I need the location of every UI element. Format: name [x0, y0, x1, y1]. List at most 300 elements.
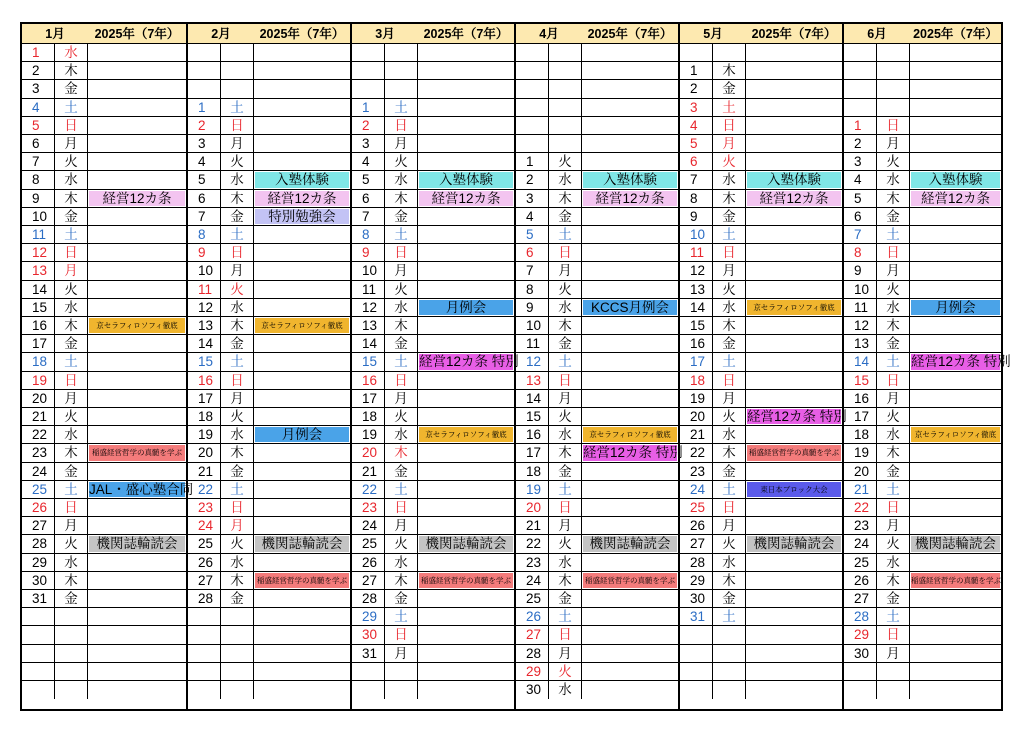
event-cell [746, 99, 842, 116]
day-number: 13 [680, 281, 713, 298]
event-label[interactable]: 経営12カ条 [911, 191, 1000, 206]
event-cell [254, 572, 350, 589]
day-number: 28 [844, 608, 877, 625]
event-cell [88, 572, 186, 589]
event-cell [746, 80, 842, 97]
event-cell [418, 44, 514, 61]
day-number: 23 [680, 463, 713, 480]
event-label[interactable]: 経営12カ条 特別 [747, 409, 847, 424]
event-label[interactable]: JAL・盛心塾合同 [89, 481, 194, 497]
event-label[interactable]: 稲盛経営哲学の真髄を学ぶ [583, 573, 677, 588]
day-number: 30 [22, 572, 55, 589]
weekday: 日 [877, 372, 910, 389]
day-row [352, 499, 514, 517]
event-cell [910, 262, 1001, 279]
day-number: 3 [680, 99, 713, 116]
event-cell [746, 208, 842, 225]
day-row [352, 135, 514, 153]
day-row [516, 444, 683, 462]
event-cell [254, 99, 350, 116]
day-number: 13 [22, 262, 55, 279]
event-cell [88, 262, 186, 279]
day-number: 25 [22, 481, 55, 498]
day-row [680, 590, 842, 608]
event-cell [582, 626, 678, 643]
weekday [549, 99, 582, 116]
event-label[interactable]: 入塾体験 [419, 172, 513, 187]
weekday: 土 [713, 353, 746, 370]
weekday [385, 80, 418, 97]
day-row [352, 317, 514, 335]
day-number: 29 [516, 663, 549, 680]
event-label[interactable]: 京セラフィロソフィ徹底 [89, 318, 185, 333]
event-cell [910, 372, 1001, 389]
event-cell [418, 190, 514, 207]
day-row [22, 153, 186, 171]
day-number: 19 [188, 426, 221, 443]
event-label[interactable]: 月例会 [419, 300, 513, 315]
event-cell [746, 517, 842, 534]
event-cell [88, 99, 186, 116]
event-label[interactable]: 入塾体験 [911, 172, 1000, 187]
event-cell [254, 171, 350, 188]
day-number: 2 [844, 135, 877, 152]
weekday: 月 [221, 262, 254, 279]
day-row [22, 226, 186, 244]
weekday: 金 [549, 208, 582, 225]
day-row [352, 171, 514, 189]
day-number [516, 80, 549, 97]
event-cell [582, 226, 678, 243]
weekday [713, 663, 746, 680]
event-label[interactable]: 経営12カ条 [419, 191, 513, 206]
event-cell [418, 572, 514, 589]
weekday: 月 [713, 390, 746, 407]
event-cell [88, 135, 186, 152]
day-number: 19 [352, 426, 385, 443]
day-row [844, 281, 1001, 299]
event-label[interactable]: 経営12カ条 [747, 191, 841, 206]
event-label[interactable]: 月例会 [911, 300, 1000, 315]
day-number: 1 [844, 117, 877, 134]
day-row [516, 80, 678, 98]
day-row [188, 62, 350, 80]
day-row [680, 663, 842, 681]
day-number: 29 [352, 608, 385, 625]
event-label[interactable]: 稲盛経営哲学の真髄を学ぶ [89, 445, 185, 460]
event-cell [254, 426, 350, 443]
event-label[interactable]: 機関誌輪読会 [583, 536, 677, 551]
day-number: 24 [844, 535, 877, 552]
event-label[interactable]: 経営12カ条 [255, 191, 349, 206]
day-number: 23 [188, 499, 221, 516]
event-cell [88, 535, 186, 552]
day-number: 26 [22, 499, 55, 516]
weekday: 木 [385, 444, 418, 461]
event-cell [910, 244, 1001, 261]
day-row [22, 208, 186, 226]
weekday: 水 [549, 681, 582, 699]
event-cell [418, 517, 514, 534]
day-row [516, 408, 678, 426]
day-row [844, 335, 1001, 353]
event-label[interactable]: 機関誌輪読会 [255, 536, 349, 551]
weekday: 月 [713, 135, 746, 152]
day-number [844, 99, 877, 116]
weekday: 水 [55, 554, 88, 571]
event-cell [88, 663, 186, 680]
event-cell [254, 226, 350, 243]
event-cell [910, 608, 1001, 625]
event-cell [254, 463, 350, 480]
day-number: 27 [680, 535, 713, 552]
event-cell [582, 645, 678, 662]
event-cell [88, 44, 186, 61]
day-row [352, 444, 514, 462]
event-cell [746, 135, 842, 152]
event-label[interactable]: 稲盛経営哲学の真髄を学ぶ [255, 573, 349, 588]
day-number: 18 [516, 463, 549, 480]
event-label[interactable]: 東日本ブロック大会 [747, 482, 841, 497]
event-cell [582, 444, 683, 461]
weekday: 水 [385, 426, 418, 443]
day-number: 6 [188, 190, 221, 207]
day-row [844, 117, 1001, 135]
event-label[interactable]: 経営12カ条 [583, 191, 677, 206]
day-row [516, 153, 678, 171]
day-row [844, 80, 1001, 98]
day-row [352, 372, 514, 390]
day-number: 15 [22, 299, 55, 316]
event-cell [746, 44, 842, 61]
weekday: 月 [55, 390, 88, 407]
event-cell [582, 99, 678, 116]
event-cell [418, 481, 514, 498]
day-number: 20 [22, 390, 55, 407]
weekday: 日 [549, 372, 582, 389]
day-row [352, 80, 514, 98]
weekday: 月 [549, 262, 582, 279]
weekday: 木 [877, 572, 910, 589]
day-row [188, 335, 350, 353]
event-cell [418, 463, 514, 480]
day-row [352, 226, 514, 244]
day-number: 21 [352, 463, 385, 480]
event-label[interactable]: KCCS月例会 [583, 300, 677, 315]
day-row [188, 463, 350, 481]
event-cell [910, 353, 1011, 370]
day-row [516, 590, 678, 608]
weekday: 土 [713, 608, 746, 625]
event-label[interactable]: 京セラフィロソフィ徹底 [583, 427, 677, 442]
event-label[interactable]: 機関誌輪読会 [89, 536, 185, 551]
day-number [680, 626, 713, 643]
weekday: 土 [385, 353, 418, 370]
day-row [516, 171, 678, 189]
event-cell [418, 208, 514, 225]
day-number: 19 [516, 481, 549, 498]
day-row [844, 135, 1001, 153]
day-row [22, 481, 194, 499]
day-number: 19 [680, 390, 713, 407]
weekday [55, 626, 88, 643]
event-cell [746, 626, 842, 643]
day-row [352, 353, 519, 371]
weekday: 金 [55, 335, 88, 352]
event-label[interactable]: 経営12カ条 特別 [419, 354, 519, 370]
day-row [516, 626, 678, 644]
day-row [352, 44, 514, 62]
day-number: 22 [680, 444, 713, 461]
event-cell [582, 463, 678, 480]
event-cell [418, 645, 514, 662]
day-number: 18 [22, 353, 55, 370]
event-label[interactable]: 機関誌輪読会 [419, 536, 513, 551]
weekday: 日 [221, 499, 254, 516]
event-cell [88, 481, 194, 498]
day-row [680, 171, 842, 189]
event-cell [418, 535, 514, 552]
day-row [188, 517, 350, 535]
day-row [516, 135, 678, 153]
event-cell [582, 499, 678, 516]
event-cell [88, 390, 186, 407]
event-cell [254, 408, 350, 425]
event-cell [746, 335, 842, 352]
day-row [844, 481, 1001, 499]
event-label[interactable]: 入塾体験 [255, 172, 349, 187]
day-number: 7 [352, 208, 385, 225]
weekday: 火 [221, 153, 254, 170]
weekday: 水 [549, 426, 582, 443]
day-row [844, 226, 1001, 244]
event-label[interactable]: 稲盛経営哲学の真髄を学ぶ [911, 573, 1000, 588]
day-row [188, 645, 350, 663]
event-cell [254, 153, 350, 170]
day-row [352, 390, 514, 408]
event-label[interactable]: 入塾体験 [747, 172, 841, 187]
day-row [680, 426, 842, 444]
day-row [188, 317, 350, 335]
day-row [188, 44, 350, 62]
event-label[interactable]: 京セラフィロソフィ徹底 [747, 300, 841, 315]
calendar-grid [20, 22, 1011, 711]
event-cell [910, 335, 1001, 352]
day-number: 10 [844, 281, 877, 298]
month-column [22, 24, 194, 709]
day-number [844, 681, 877, 699]
day-row [188, 481, 350, 499]
weekday: 金 [385, 335, 418, 352]
event-cell [746, 463, 842, 480]
day-row [680, 62, 842, 80]
day-row [680, 481, 842, 499]
event-label[interactable]: 入塾体験 [583, 172, 677, 187]
weekday [877, 663, 910, 680]
weekday: 日 [385, 244, 418, 261]
day-row [680, 317, 842, 335]
weekday: 火 [713, 408, 746, 425]
day-row [680, 608, 842, 626]
weekday: 金 [55, 80, 88, 97]
weekday [549, 135, 582, 152]
day-number: 30 [516, 681, 549, 699]
weekday: 火 [713, 153, 746, 170]
weekday: 金 [221, 208, 254, 225]
day-row [680, 153, 842, 171]
day-row [680, 190, 842, 208]
day-row [516, 572, 678, 590]
day-number [22, 608, 55, 625]
day-row [516, 353, 678, 371]
weekday: 月 [385, 262, 418, 279]
day-number [188, 44, 221, 61]
weekday: 木 [55, 572, 88, 589]
weekday: 火 [549, 281, 582, 298]
event-cell [582, 208, 678, 225]
day-number: 19 [844, 444, 877, 461]
day-row [844, 681, 1001, 699]
weekday [877, 681, 910, 699]
event-cell [746, 426, 842, 443]
weekday: 土 [549, 353, 582, 370]
event-label[interactable]: 京セラフィロソフィ徹底 [419, 427, 513, 442]
weekday: 火 [713, 535, 746, 552]
day-number: 7 [680, 171, 713, 188]
day-row [844, 62, 1001, 80]
weekday: 日 [549, 499, 582, 516]
day-number: 20 [516, 499, 549, 516]
weekday [385, 681, 418, 699]
day-number: 8 [844, 244, 877, 261]
event-cell [582, 244, 678, 261]
event-label[interactable]: 経営12カ条 特別 [911, 354, 1011, 370]
day-number [188, 626, 221, 643]
event-label[interactable]: 京セラフィロソフィ徹底 [911, 427, 1000, 442]
event-cell [418, 590, 514, 607]
event-label[interactable]: 機関誌輪読会 [747, 536, 841, 551]
weekday: 水 [55, 299, 88, 316]
day-row [680, 681, 842, 699]
day-number: 9 [680, 208, 713, 225]
weekday: 月 [55, 517, 88, 534]
day-row [188, 226, 350, 244]
event-label[interactable]: 特別勉強会 [255, 209, 349, 224]
month-name: 3月 [375, 27, 395, 41]
weekday [877, 62, 910, 79]
day-row [188, 572, 350, 590]
day-row [352, 572, 514, 590]
day-row [22, 62, 186, 80]
day-number: 13 [844, 335, 877, 352]
event-cell [910, 117, 1001, 134]
event-cell [582, 80, 678, 97]
day-row [516, 190, 678, 208]
day-row [680, 299, 842, 317]
event-cell [88, 499, 186, 516]
event-label[interactable]: 経営12カ条 特別 [583, 445, 683, 461]
weekday: 水 [877, 554, 910, 571]
event-cell [746, 681, 842, 699]
weekday: 木 [549, 317, 582, 334]
day-row [680, 372, 842, 390]
day-number: 22 [352, 481, 385, 498]
event-label[interactable]: 経営12カ条 [89, 191, 185, 206]
day-number: 9 [188, 244, 221, 261]
event-label[interactable]: 稲盛経営哲学の真髄を学ぶ [419, 573, 513, 588]
day-number: 1 [680, 62, 713, 79]
weekday: 火 [385, 535, 418, 552]
day-row [22, 317, 186, 335]
event-label[interactable]: 稲盛経営哲学の真髄を学ぶ [747, 445, 841, 460]
event-label[interactable]: 京セラフィロソフィ徹底 [255, 318, 349, 333]
day-number: 14 [516, 390, 549, 407]
event-cell [910, 408, 1001, 425]
day-row [22, 554, 186, 572]
day-number [844, 80, 877, 97]
weekday: 木 [713, 62, 746, 79]
weekday: 木 [877, 190, 910, 207]
event-cell [582, 408, 678, 425]
event-cell [88, 590, 186, 607]
event-cell [418, 626, 514, 643]
event-cell [254, 681, 350, 699]
weekday: 木 [713, 444, 746, 461]
weekday: 火 [549, 408, 582, 425]
event-label[interactable]: 機関誌輪読会 [911, 536, 1000, 551]
day-row [22, 44, 186, 62]
weekday: 火 [55, 408, 88, 425]
weekday: 木 [713, 190, 746, 207]
weekday [713, 681, 746, 699]
event-cell [582, 281, 678, 298]
day-number: 5 [352, 171, 385, 188]
weekday: 日 [55, 499, 88, 516]
day-row [516, 244, 678, 262]
day-row [680, 44, 842, 62]
weekday: 日 [877, 117, 910, 134]
day-number: 25 [188, 535, 221, 552]
event-cell [418, 99, 514, 116]
weekday [385, 663, 418, 680]
day-row [22, 645, 186, 663]
day-row [352, 608, 514, 626]
day-row [844, 208, 1001, 226]
weekday: 日 [549, 626, 582, 643]
day-number: 21 [680, 426, 713, 443]
day-row [844, 463, 1001, 481]
event-cell [910, 208, 1001, 225]
day-number: 1 [516, 153, 549, 170]
event-cell [88, 244, 186, 261]
day-number: 13 [516, 372, 549, 389]
day-number: 8 [22, 171, 55, 188]
day-row [22, 444, 186, 462]
day-row [352, 117, 514, 135]
event-cell [254, 390, 350, 407]
day-row [22, 335, 186, 353]
weekday: 月 [385, 517, 418, 534]
event-cell [746, 645, 842, 662]
event-cell [582, 190, 678, 207]
day-row [352, 663, 514, 681]
event-cell [582, 372, 678, 389]
day-row [188, 80, 350, 98]
event-cell [88, 645, 186, 662]
weekday: 月 [877, 390, 910, 407]
event-label[interactable]: 月例会 [255, 427, 349, 442]
weekday: 火 [385, 408, 418, 425]
